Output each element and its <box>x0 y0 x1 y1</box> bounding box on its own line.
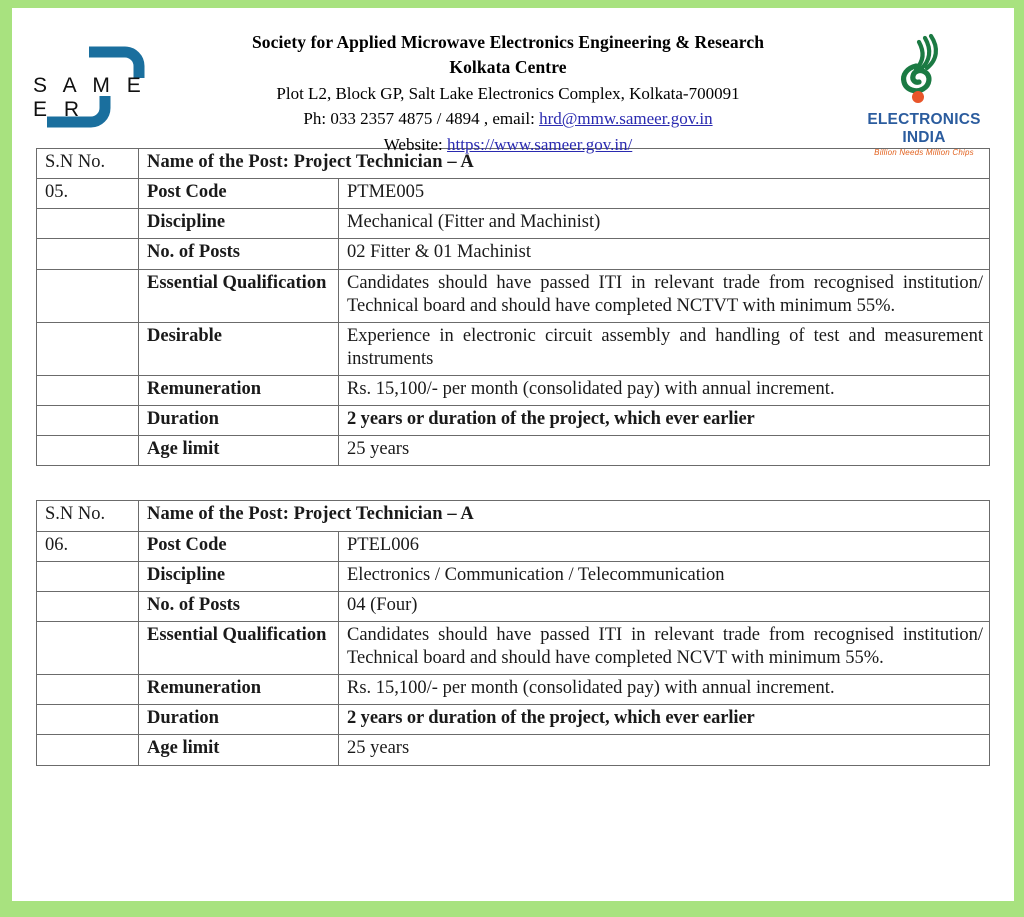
sn-blank-cell <box>37 239 139 269</box>
row-label: Age limit <box>139 436 339 466</box>
table-row <box>37 239 990 269</box>
row-label: Discipline <box>139 209 339 239</box>
row-label: Discipline <box>139 561 339 591</box>
table-row <box>37 621 990 674</box>
sameer-wordmark: S A M E E R <box>33 74 147 121</box>
sn-blank-cell <box>37 376 139 406</box>
row-label: Essential Qualification <box>139 621 339 674</box>
row-label: Essential Qualification <box>139 269 339 322</box>
sn-blank-cell <box>37 269 139 322</box>
sn-header-cell: S.N No. <box>37 149 139 179</box>
post-table-05 <box>36 148 990 466</box>
table-row <box>37 376 990 406</box>
row-label: No. of Posts <box>139 239 339 269</box>
row-label: Post Code <box>139 531 339 561</box>
electronics-india-tagline: Billion Needs Million Chips <box>874 148 974 157</box>
document-sheet <box>12 8 1014 901</box>
row-label: Age limit <box>139 735 339 765</box>
electronics-india-logo <box>844 22 1004 157</box>
table-row <box>37 406 990 436</box>
row-value: Candidates should have passed ITI in relevant trade from recognised institution/ Technical board and should have completed NCTVT with minimum 55%. <box>339 269 990 322</box>
email-link[interactable]: hrd@mmw.sameer.gov.in <box>539 109 713 129</box>
row-label: Remuneration <box>139 675 339 705</box>
sn-blank-cell <box>37 209 139 239</box>
row-value: 2 years or duration of the project, which ever earlier <box>339 406 990 436</box>
sn-blank-cell <box>37 621 139 674</box>
row-label: Remuneration <box>139 376 339 406</box>
row-value: Candidates should have passed ITI in relevant trade from recognised institution/ Technical board and should have completed NCVT with minimum 55%. <box>339 621 990 674</box>
organisation-name-line1: Society for Applied Microwave Electronics Engineering & Research <box>251 32 765 52</box>
electronics-india-mark-icon <box>885 30 963 108</box>
sn-number-cell: 06. <box>37 531 139 561</box>
sn-header-cell: S.N No. <box>37 501 139 531</box>
row-value: 25 years <box>339 436 990 466</box>
table-row <box>37 735 990 765</box>
row-value: 2 years or duration of the project, which ever earlier <box>339 705 990 735</box>
sn-blank-cell <box>37 735 139 765</box>
phone-text: Ph: 033 2357 4875 / 4894 , email: <box>303 109 540 129</box>
sn-blank-cell <box>37 675 139 705</box>
row-value: 04 (Four) <box>339 591 990 621</box>
table-row <box>37 705 990 735</box>
contact-line <box>172 106 844 132</box>
row-label: Post Code <box>139 179 339 209</box>
post-title-cell: Name of the Post: Project Technician – A <box>139 501 990 531</box>
row-value: 25 years <box>339 735 990 765</box>
row-value: Mechanical (Fitter and Machinist) <box>339 209 990 239</box>
row-value: 02 Fitter & 01 Machinist <box>339 239 990 269</box>
sn-blank-cell <box>37 561 139 591</box>
row-label: Duration <box>139 705 339 735</box>
organisation-name-line2: Kolkata Centre <box>449 57 567 78</box>
row-label: No. of Posts <box>139 591 339 621</box>
row-value: Rs. 15,100/- per month (consolidated pay) with annual increment. <box>339 675 990 705</box>
table-row <box>37 269 990 322</box>
table-row <box>37 675 990 705</box>
sameer-logo <box>22 22 172 138</box>
table-row <box>37 501 990 531</box>
sn-blank-cell <box>37 591 139 621</box>
row-value: Experience in electronic circuit assembly and handling of test and measurement instruments <box>339 322 990 375</box>
postal-address: Plot L2, Block GP, Salt Lake Electronics Complex, Kolkata-700091 <box>276 83 740 103</box>
row-value: Rs. 15,100/- per month (consolidated pay) with annual increment. <box>339 376 990 406</box>
table-row <box>37 322 990 375</box>
post-title-cell: Name of the Post: Project Technician – A <box>139 149 990 179</box>
header-text-block <box>172 22 844 157</box>
sn-blank-cell <box>37 406 139 436</box>
sn-number-cell: 05. <box>37 179 139 209</box>
row-label: Desirable <box>139 322 339 375</box>
post-table-06 <box>36 500 990 765</box>
row-label: Duration <box>139 406 339 436</box>
document-header <box>12 8 1014 157</box>
sn-blank-cell <box>37 705 139 735</box>
table-row <box>37 531 990 561</box>
row-value: PTME005 <box>339 179 990 209</box>
post-tables-container <box>12 148 1014 766</box>
table-row <box>37 209 990 239</box>
sn-blank-cell <box>37 436 139 466</box>
table-row <box>37 561 990 591</box>
row-value: Electronics / Communication / Telecommunication <box>339 561 990 591</box>
table-row <box>37 179 990 209</box>
website-label: Website: <box>383 134 448 154</box>
row-value: PTEL006 <box>339 531 990 561</box>
website-link[interactable]: https://www.sameer.gov.in/ <box>447 134 633 154</box>
table-row <box>37 591 990 621</box>
electronics-india-name: ELECTRONICS INDIA <box>867 111 981 146</box>
sn-blank-cell <box>37 322 139 375</box>
table-row <box>37 436 990 466</box>
